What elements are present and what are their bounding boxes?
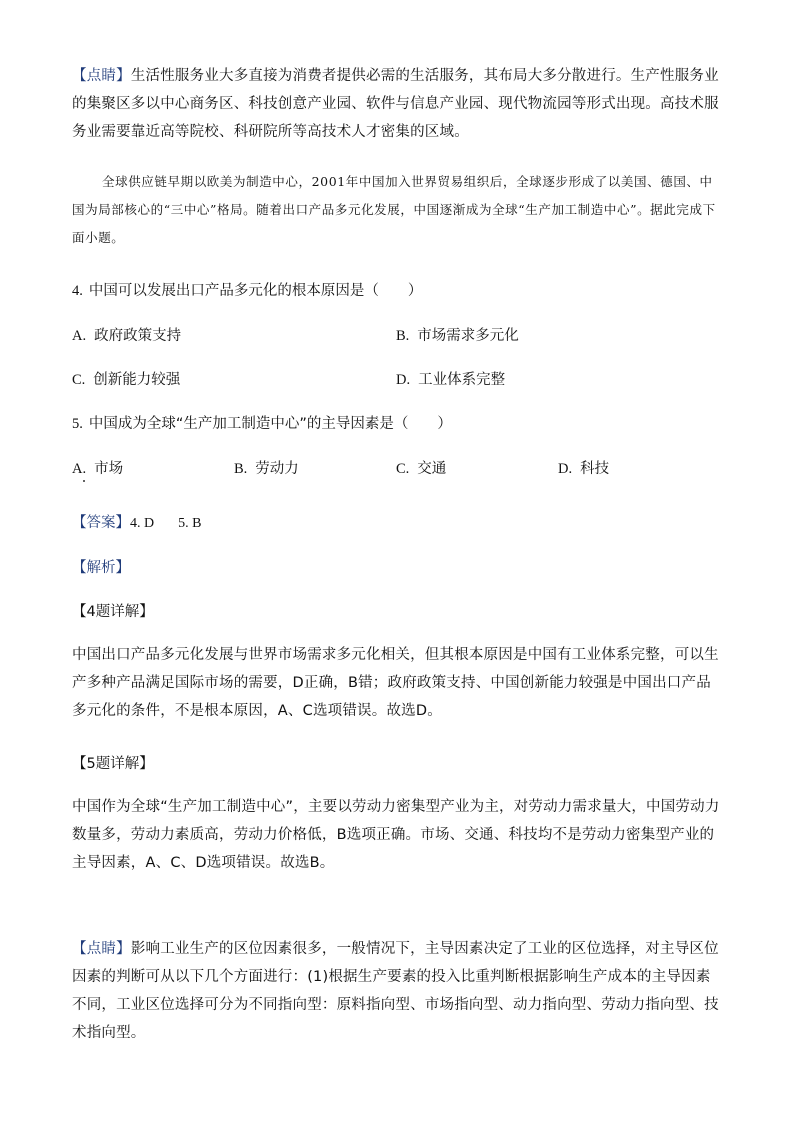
note-text: 影响工业生产的区位因素很多，一般情况下，主导因素决定了工业的区位选择，对主导区位因素的判断可从以下几个方面进行：(1)根据生产要素的投入比重判断根据影响生产成本的主导因素不同，工业区位选择可分为不同指向型：原料指向型、市场指向型、动力指向型、劳动力指向型、技术指向型。 (72, 941, 719, 1041)
analysis-tag: 【解析】 (72, 560, 130, 576)
option-letter: C. (72, 372, 86, 388)
option-letter: C. (396, 461, 410, 477)
stray-dot (83, 480, 85, 482)
option-text: 政府政策支持 (94, 328, 182, 344)
q4-option-d (396, 370, 505, 390)
detail-5-text: 中国作为全球“生产加工制造中心”，主要以劳动力密集型产业为主，对劳动力需求量大，中国劳动力数量多，劳动力素质高，劳动力价格低，B选项正确。市场、交通、科技均不是劳动力密集型产业的主导因素，A、C、D选项错误。故选B。 (72, 799, 720, 871)
option-text: 创新能力较强 (93, 372, 181, 388)
question-stem: 中国成为全球“生产加工制造中心”的主导因素是（ ） (88, 416, 452, 432)
option-text: 科技 (580, 461, 610, 477)
option-letter: B. (234, 461, 248, 477)
option-text: 市场 (94, 461, 124, 477)
question-number: 5. (72, 416, 83, 432)
detail-4-heading: 【4题详解】 (72, 604, 154, 620)
option-text: 工业体系完整 (418, 372, 506, 388)
option-letter: D. (396, 372, 411, 388)
q5-option-d (558, 459, 609, 479)
option-text: 劳动力 (255, 461, 299, 477)
answer-4: 4. D (130, 516, 155, 531)
detail-5-heading: 【5题详解】 (72, 756, 154, 772)
question-stem: 中国可以发展出口产品多元化的根本原因是（ ） (88, 283, 423, 299)
reading-passage: 全球供应链早期以欧美为制造中心，2001年中国加入世界贸易组织后，全球逐步形成了以美国、德国、中国为局部核心的“三中心”格局。随着出口产品多元化发展，中国逐渐成为全球“生产加工制造中心”。据此完成下面小题。 (72, 174, 716, 245)
note-paragraph-2 (72, 935, 722, 1047)
analysis-heading (72, 558, 130, 578)
note-text: 生活性服务业大多直接为消费者提供必需的生活服务，其布局大多分散进行。生产性服务业的集聚区多以中心商务区、科技创意产业园、软件与信息产业园、现代物流园等形式出现。高技术服务业需要靠近高等院校、科研院所等高技术人才密集的区域。 (72, 68, 719, 140)
option-letter: A. (72, 461, 87, 477)
note-tag: 【点睛】 (72, 941, 131, 957)
option-text: 交通 (417, 461, 447, 477)
q4-option-c (72, 370, 180, 390)
answer-5: 5. B (178, 516, 202, 531)
answer-line (72, 513, 201, 534)
question-4 (72, 281, 422, 301)
q5-option-b (234, 459, 299, 479)
question-5 (72, 414, 452, 434)
detail-4-text: 中国出口产品多元化发展与世界市场需求多元化相关，但其根本原因是中国有工业体系完整，可以生产多种产品满足国际市场的需要，D正确，B错；政府政策支持、中国创新能力较强是中国出口产品多元化的条件，不是根本原因，A、C选项错误。故选D。 (72, 647, 719, 719)
note-tag: 【点睛】 (72, 68, 131, 84)
option-letter: A. (72, 328, 87, 344)
option-letter: B. (396, 328, 410, 344)
answer-tag: 【答案】 (72, 515, 130, 531)
q5-option-c (396, 459, 446, 479)
q5-option-a (72, 459, 123, 479)
option-letter: D. (558, 461, 573, 477)
note-paragraph-1 (72, 62, 722, 146)
question-number: 4. (72, 283, 83, 299)
q4-option-b (396, 326, 519, 346)
option-text: 市场需求多元化 (417, 328, 519, 344)
q4-option-a (72, 326, 181, 346)
